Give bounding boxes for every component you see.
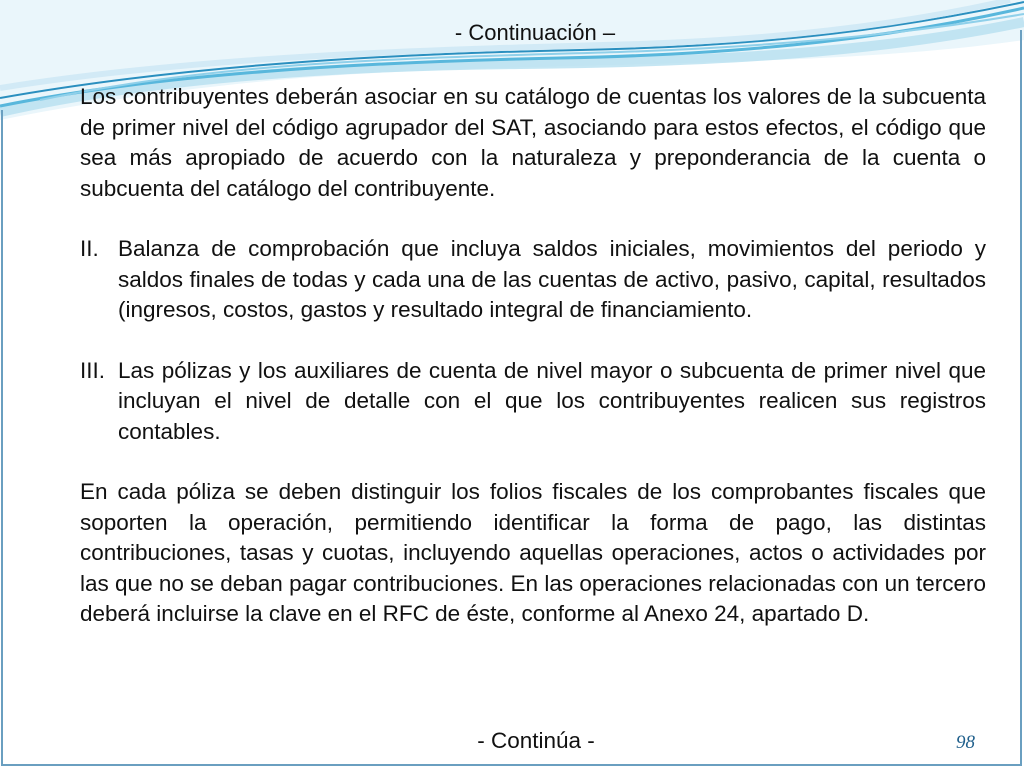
list-item-text: Balanza de comprobación que incluya saldos iniciales, movimientos del periodo y saldos finales de todas y cada una de las cuentas de activo, pasivo, capital, resultados (ingresos, costos, gastos y resultado integral de financiamiento. xyxy=(118,236,986,322)
closing-paragraph: En cada póliza se deben distinguir los folios fiscales de los comprobantes fiscales que soporten la operación, permitiendo identificar la forma de pago, las distintas contribuciones, tasas y cuotas, incluyendo aquellas operaciones, actos o actividades por las que no se deban pagar contribuciones. En las operaciones relacionadas con un tercero deberá incluirse la clave en el RFC de éste, conforme al Anexo 24, apartado D. xyxy=(80,479,986,626)
list-item xyxy=(80,356,986,448)
list-numeral: II. xyxy=(80,236,99,261)
intro-paragraph: Los contribuyentes deberán asociar en su catálogo de cuentas los valores de la subcuenta de primer nivel del código agrupador del SAT, asociando para estos efectos, el código que sea más apropiado de acuerdo con la naturaleza y preponderancia de la cuenta o subcuenta del catálogo del contribuyente. xyxy=(80,84,986,201)
page-number: 98 xyxy=(956,732,975,753)
footer-continua: - Continúa - xyxy=(477,728,595,753)
list-item-text: Las pólizas y los auxiliares de cuenta de nivel mayor o subcuenta de primer nivel que incluyan el nivel de detalle con el que los contribuyentes realicen sus registros contables. xyxy=(118,357,986,444)
slide-body xyxy=(80,82,986,660)
list-numeral: III. xyxy=(80,357,106,383)
header-title: - Continuación – xyxy=(454,20,616,45)
list-item xyxy=(80,234,986,326)
